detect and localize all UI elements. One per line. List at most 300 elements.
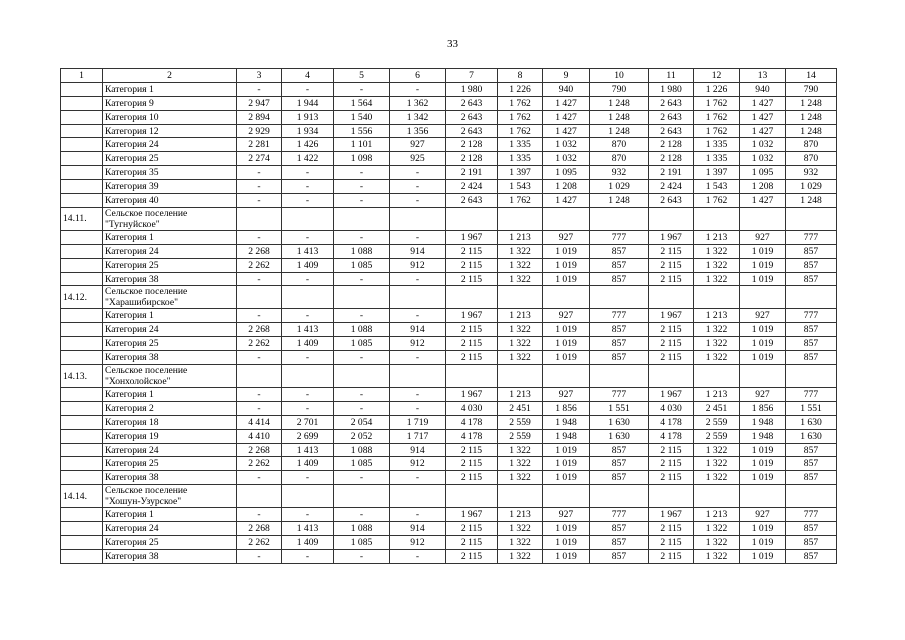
empty-cell — [237, 485, 282, 508]
value-cell: 927 — [543, 388, 590, 402]
value-cell: 2 929 — [237, 124, 282, 138]
empty-cell — [543, 286, 590, 309]
empty-cell — [649, 485, 694, 508]
category-label: Категория 1 — [103, 82, 237, 96]
value-cell: 2 115 — [649, 337, 694, 351]
value-cell: 927 — [543, 309, 590, 323]
value-cell: 1 356 — [390, 124, 446, 138]
category-label: Категория 35 — [103, 166, 237, 180]
value-cell: 2 115 — [446, 244, 498, 258]
section-row — [61, 207, 837, 230]
value-cell: 1 213 — [694, 388, 740, 402]
value-cell: 1 967 — [446, 508, 498, 522]
value-cell: 1 019 — [543, 471, 590, 485]
row-number-cell — [61, 138, 103, 152]
column-header-13: 13 — [740, 69, 786, 83]
empty-cell — [649, 207, 694, 230]
table-row — [61, 110, 837, 124]
empty-cell — [334, 207, 390, 230]
value-cell: 1 322 — [498, 244, 543, 258]
value-cell: 1 630 — [590, 429, 649, 443]
value-cell: - — [282, 309, 334, 323]
table-row — [61, 549, 837, 563]
row-number-cell — [61, 82, 103, 96]
value-cell: 927 — [740, 508, 786, 522]
value-cell: 857 — [786, 471, 837, 485]
value-cell: 1 226 — [498, 82, 543, 96]
section-row — [61, 485, 837, 508]
value-cell: 1 088 — [334, 323, 390, 337]
empty-cell — [282, 485, 334, 508]
value-cell: 2 128 — [446, 152, 498, 166]
empty-cell — [786, 485, 837, 508]
value-cell: 1 543 — [498, 180, 543, 194]
value-cell: 2 643 — [446, 110, 498, 124]
column-header-12: 12 — [694, 69, 740, 83]
value-cell: 857 — [590, 522, 649, 536]
value-cell: 1 934 — [282, 124, 334, 138]
value-cell: - — [237, 549, 282, 563]
value-cell: - — [334, 272, 390, 286]
section-title — [103, 207, 237, 230]
value-cell: 2 559 — [694, 429, 740, 443]
value-cell: 857 — [590, 258, 649, 272]
value-cell: - — [334, 309, 390, 323]
table-row — [61, 244, 837, 258]
table-row — [61, 508, 837, 522]
value-cell: 1 944 — [282, 96, 334, 110]
value-cell: 1 322 — [498, 323, 543, 337]
value-cell: 1 967 — [649, 230, 694, 244]
value-cell: 1 322 — [498, 549, 543, 563]
value-cell: 1 019 — [543, 244, 590, 258]
value-cell: 1 213 — [498, 309, 543, 323]
value-cell: 2 115 — [649, 351, 694, 365]
value-cell: 1 085 — [334, 258, 390, 272]
value-cell: 2 268 — [237, 443, 282, 457]
value-cell: 2 115 — [649, 258, 694, 272]
value-cell: 1 397 — [694, 166, 740, 180]
value-cell: 927 — [543, 230, 590, 244]
value-cell: 2 643 — [649, 110, 694, 124]
table-row — [61, 351, 837, 365]
value-cell: - — [390, 508, 446, 522]
row-number-cell — [61, 180, 103, 194]
value-cell: 1 409 — [282, 258, 334, 272]
value-cell: 2 947 — [237, 96, 282, 110]
value-cell: 790 — [786, 82, 837, 96]
value-cell: 2 115 — [446, 323, 498, 337]
row-number-cell — [61, 152, 103, 166]
value-cell: 2 451 — [694, 401, 740, 415]
row-number-cell — [61, 96, 103, 110]
empty-cell — [740, 207, 786, 230]
value-cell: - — [237, 180, 282, 194]
value-cell: 927 — [543, 508, 590, 522]
value-cell: 940 — [740, 82, 786, 96]
table-row — [61, 522, 837, 536]
row-number-cell — [61, 124, 103, 138]
value-cell: 1 427 — [543, 194, 590, 208]
value-cell: 914 — [390, 323, 446, 337]
value-cell: 1 322 — [694, 337, 740, 351]
value-cell: 1 248 — [590, 124, 649, 138]
value-cell: - — [334, 180, 390, 194]
category-label: Категория 1 — [103, 508, 237, 522]
value-cell: 1 029 — [786, 180, 837, 194]
value-cell: 1 551 — [590, 401, 649, 415]
category-label: Категория 38 — [103, 272, 237, 286]
value-cell: 1 856 — [543, 401, 590, 415]
value-cell: 857 — [590, 443, 649, 457]
value-cell: - — [282, 351, 334, 365]
value-cell: 2 701 — [282, 415, 334, 429]
value-cell: 1 322 — [694, 244, 740, 258]
category-label: Категория 38 — [103, 471, 237, 485]
value-cell: 1 762 — [694, 96, 740, 110]
table-row — [61, 180, 837, 194]
row-number-cell — [61, 401, 103, 415]
category-label: Категория 40 — [103, 194, 237, 208]
category-label: Категория 1 — [103, 230, 237, 244]
value-cell: 925 — [390, 152, 446, 166]
section-title-line-1: Сельское поселение — [105, 207, 188, 219]
empty-cell — [446, 207, 498, 230]
value-cell: 1 322 — [694, 272, 740, 286]
value-cell: 857 — [786, 272, 837, 286]
value-cell: 1 427 — [740, 124, 786, 138]
empty-cell — [786, 365, 837, 388]
row-number-cell — [61, 110, 103, 124]
value-cell: 1 019 — [740, 522, 786, 536]
category-label: Категория 38 — [103, 351, 237, 365]
value-cell: 1 019 — [740, 337, 786, 351]
table-row — [61, 337, 837, 351]
table-row — [61, 388, 837, 402]
empty-cell — [740, 485, 786, 508]
value-cell: - — [390, 180, 446, 194]
value-cell: 1 019 — [543, 443, 590, 457]
value-cell: 1 426 — [282, 138, 334, 152]
value-cell: 1 032 — [543, 138, 590, 152]
value-cell: 1 551 — [786, 401, 837, 415]
section-title — [103, 286, 237, 309]
value-cell: 1 213 — [498, 388, 543, 402]
value-cell: 1 427 — [543, 110, 590, 124]
value-cell: 2 054 — [334, 415, 390, 429]
value-cell: 1 019 — [740, 443, 786, 457]
value-cell: 1 248 — [590, 194, 649, 208]
value-cell: - — [282, 166, 334, 180]
empty-cell — [446, 286, 498, 309]
category-label: Категория 24 — [103, 443, 237, 457]
value-cell: - — [390, 309, 446, 323]
table-row — [61, 82, 837, 96]
empty-cell — [590, 485, 649, 508]
value-cell: 1 427 — [740, 110, 786, 124]
value-cell: 2 128 — [649, 138, 694, 152]
value-cell: 1 427 — [543, 96, 590, 110]
column-header-9: 9 — [543, 69, 590, 83]
value-cell: 857 — [786, 323, 837, 337]
table-row — [61, 272, 837, 286]
value-cell: 1 101 — [334, 138, 390, 152]
section-title-line-2: "Хонхолойское" — [105, 376, 171, 388]
value-cell: 1 322 — [694, 323, 740, 337]
value-cell: 1 913 — [282, 110, 334, 124]
value-cell: 857 — [786, 443, 837, 457]
value-cell: 1 427 — [740, 194, 786, 208]
category-label: Категория 24 — [103, 244, 237, 258]
value-cell: 912 — [390, 457, 446, 471]
empty-cell — [334, 365, 390, 388]
value-cell: 1 717 — [390, 429, 446, 443]
section-number: 14.12. — [61, 286, 103, 309]
category-label: Категория 39 — [103, 180, 237, 194]
row-number-cell — [61, 244, 103, 258]
value-cell: 1 322 — [694, 258, 740, 272]
value-cell: 4 410 — [237, 429, 282, 443]
value-cell: - — [390, 272, 446, 286]
value-cell: 1 556 — [334, 124, 390, 138]
column-header-3: 3 — [237, 69, 282, 83]
table-row — [61, 536, 837, 550]
value-cell: - — [334, 401, 390, 415]
value-cell: 2 128 — [649, 152, 694, 166]
value-cell: 1 335 — [498, 138, 543, 152]
value-cell: - — [334, 194, 390, 208]
value-cell: 1 085 — [334, 457, 390, 471]
category-label: Категория 18 — [103, 415, 237, 429]
value-cell: 2 643 — [649, 124, 694, 138]
category-label: Категория 25 — [103, 337, 237, 351]
value-cell: 870 — [786, 152, 837, 166]
value-cell: 1 948 — [740, 429, 786, 443]
value-cell: 1 948 — [543, 429, 590, 443]
value-cell: 1 098 — [334, 152, 390, 166]
table-row — [61, 230, 837, 244]
empty-cell — [282, 286, 334, 309]
value-cell: 777 — [786, 230, 837, 244]
value-cell: 2 115 — [446, 522, 498, 536]
value-cell: 857 — [590, 457, 649, 471]
value-cell: 1 322 — [498, 536, 543, 550]
value-cell: 2 268 — [237, 522, 282, 536]
value-cell: 1 248 — [590, 96, 649, 110]
value-cell: 2 894 — [237, 110, 282, 124]
value-cell: - — [282, 549, 334, 563]
category-label: Категория 2 — [103, 401, 237, 415]
value-cell: 1 762 — [694, 110, 740, 124]
category-label: Категория 1 — [103, 309, 237, 323]
value-cell: 927 — [390, 138, 446, 152]
row-number-cell — [61, 309, 103, 323]
value-cell: 927 — [740, 388, 786, 402]
category-label: Категория 10 — [103, 110, 237, 124]
value-cell: 1 322 — [694, 536, 740, 550]
value-cell: 1 967 — [649, 388, 694, 402]
empty-cell — [590, 207, 649, 230]
value-cell: 1 095 — [543, 166, 590, 180]
value-cell: 857 — [786, 337, 837, 351]
value-cell: - — [390, 166, 446, 180]
value-cell: 1 322 — [694, 549, 740, 563]
value-cell: 857 — [786, 549, 837, 563]
page-number: 33 — [447, 38, 458, 50]
empty-cell — [649, 365, 694, 388]
value-cell: 1 019 — [543, 272, 590, 286]
value-cell: 2 643 — [446, 96, 498, 110]
value-cell: 1 019 — [543, 549, 590, 563]
value-cell: 2 115 — [649, 536, 694, 550]
section-title-line-1: Сельское поселение — [105, 365, 188, 377]
value-cell: 1 856 — [740, 401, 786, 415]
value-cell: 2 281 — [237, 138, 282, 152]
row-number-cell — [61, 258, 103, 272]
value-cell: 1 543 — [694, 180, 740, 194]
table-row — [61, 429, 837, 443]
value-cell: - — [334, 549, 390, 563]
value-cell: 1 564 — [334, 96, 390, 110]
value-cell: 1 322 — [498, 457, 543, 471]
value-cell: 1 248 — [786, 124, 837, 138]
value-cell: - — [237, 166, 282, 180]
section-title-line-2: "Харашибирское" — [105, 297, 179, 309]
value-cell: 1 967 — [649, 309, 694, 323]
value-cell: 857 — [786, 244, 837, 258]
value-cell: 2 115 — [446, 258, 498, 272]
value-cell: 1 967 — [446, 230, 498, 244]
value-cell: 2 115 — [649, 323, 694, 337]
value-cell: 914 — [390, 522, 446, 536]
value-cell: - — [237, 230, 282, 244]
value-cell: 857 — [786, 351, 837, 365]
section-number: 14.13. — [61, 365, 103, 388]
row-number-cell — [61, 522, 103, 536]
table-row — [61, 166, 837, 180]
value-cell: 2 115 — [446, 337, 498, 351]
category-label: Категория 24 — [103, 323, 237, 337]
value-cell: 1 967 — [446, 388, 498, 402]
value-cell: - — [282, 508, 334, 522]
empty-cell — [498, 365, 543, 388]
row-number-cell — [61, 351, 103, 365]
value-cell: - — [390, 388, 446, 402]
column-header-2: 2 — [103, 69, 237, 83]
empty-cell — [590, 365, 649, 388]
table-row — [61, 152, 837, 166]
value-cell: - — [390, 82, 446, 96]
value-cell: 1 335 — [694, 152, 740, 166]
value-cell: 932 — [590, 166, 649, 180]
table-row — [61, 401, 837, 415]
value-cell: 1 226 — [694, 82, 740, 96]
section-title-line-2: "Тугнуйское" — [105, 218, 160, 230]
value-cell: 1 413 — [282, 244, 334, 258]
value-cell: 777 — [786, 388, 837, 402]
value-cell: 1 762 — [498, 194, 543, 208]
value-cell: 1 322 — [498, 272, 543, 286]
column-header-1: 1 — [61, 69, 103, 83]
category-label: Категория 1 — [103, 388, 237, 402]
value-cell: 2 643 — [446, 194, 498, 208]
value-cell: - — [282, 471, 334, 485]
empty-cell — [334, 485, 390, 508]
category-label: Категория 38 — [103, 549, 237, 563]
value-cell: 1 019 — [740, 258, 786, 272]
empty-cell — [282, 207, 334, 230]
value-cell: 2 559 — [498, 429, 543, 443]
empty-cell — [543, 365, 590, 388]
value-cell: 1 322 — [498, 471, 543, 485]
value-cell: - — [282, 180, 334, 194]
value-cell: - — [237, 471, 282, 485]
row-number-cell — [61, 337, 103, 351]
section-row — [61, 286, 837, 309]
value-cell: 777 — [590, 388, 649, 402]
value-cell: 1 413 — [282, 522, 334, 536]
value-cell: 777 — [786, 309, 837, 323]
value-cell: 1 630 — [590, 415, 649, 429]
value-cell: 1 019 — [740, 323, 786, 337]
value-cell: 2 115 — [649, 272, 694, 286]
row-number-cell — [61, 415, 103, 429]
value-cell: - — [390, 401, 446, 415]
value-cell: 927 — [740, 230, 786, 244]
table-row — [61, 96, 837, 110]
value-cell: 927 — [740, 309, 786, 323]
column-header-14: 14 — [786, 69, 837, 83]
empty-cell — [390, 485, 446, 508]
value-cell: - — [237, 272, 282, 286]
value-cell: 1 413 — [282, 323, 334, 337]
value-cell: 857 — [590, 323, 649, 337]
value-cell: - — [334, 388, 390, 402]
value-cell: 2 559 — [694, 415, 740, 429]
value-cell: 857 — [590, 549, 649, 563]
value-cell: 2 191 — [446, 166, 498, 180]
value-cell: 2 643 — [649, 194, 694, 208]
value-cell: 1 322 — [694, 471, 740, 485]
table-row — [61, 309, 837, 323]
tariff-table — [60, 68, 837, 564]
empty-cell — [237, 365, 282, 388]
category-label: Категория 19 — [103, 429, 237, 443]
value-cell: 1 762 — [498, 110, 543, 124]
value-cell: 2 115 — [649, 244, 694, 258]
value-cell: - — [334, 351, 390, 365]
value-cell: 1 762 — [694, 194, 740, 208]
value-cell: 1 088 — [334, 522, 390, 536]
value-cell: 1 019 — [740, 457, 786, 471]
value-cell: 2 115 — [446, 272, 498, 286]
value-cell: 2 052 — [334, 429, 390, 443]
value-cell: 1 019 — [543, 522, 590, 536]
value-cell: - — [282, 82, 334, 96]
value-cell: 1 630 — [786, 429, 837, 443]
empty-cell — [649, 286, 694, 309]
column-header-6: 6 — [390, 69, 446, 83]
value-cell: 1 322 — [694, 522, 740, 536]
value-cell: 2 262 — [237, 258, 282, 272]
value-cell: 1 322 — [694, 351, 740, 365]
value-cell: 1 967 — [446, 309, 498, 323]
value-cell: 2 115 — [446, 443, 498, 457]
value-cell: 1 413 — [282, 443, 334, 457]
value-cell: 1 409 — [282, 337, 334, 351]
table-header-row — [61, 69, 837, 83]
value-cell: 1 019 — [740, 272, 786, 286]
